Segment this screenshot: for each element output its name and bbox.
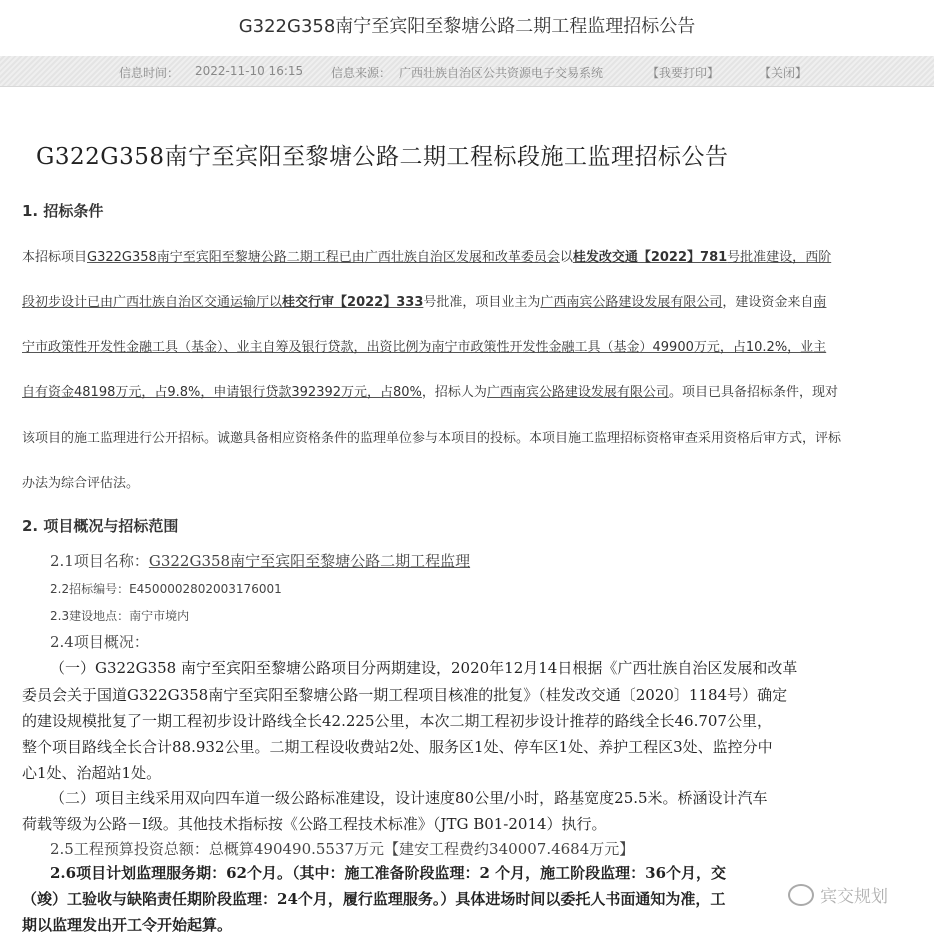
divider	[0, 86, 934, 87]
print-link[interactable]: 【我要打印】	[647, 66, 720, 80]
watermark: 宾交规划	[788, 882, 888, 907]
info-time-value: 2022-11-10 16:15	[195, 64, 304, 78]
item-2-1: 2.1项目名称：G322G358南宁至宾阳至黎塘公路二期工程监理	[50, 552, 471, 570]
item-2-6-line-1: 2.6项目计划监理服务期：62个月。（其中：施工准备阶段监理：2 个月，施工阶段监理：36个月，交	[50, 864, 727, 882]
wechat-icon	[788, 884, 814, 906]
section1-line-4: 自有资金48198万元，占9.8%，申请银行贷款392392万元，占80%，招标人为广西南宾公路建设发展有限公司。项目已具备招标条件，现对	[22, 385, 838, 400]
overview-line-3: 的建设规模批复了一期工程初步设计路线全长42.225公里，本次二期工程初步设计推荐的路线全长46.707公里，	[22, 712, 772, 730]
overview-line-2: 委员会关于国道G322G358南宁至宾阳至黎塘公路一期工程项目核准的批复》（桂发改交通〔2020〕1184号）确定	[22, 686, 788, 704]
item-2-3: 2.3建设地点：南宁市境内	[50, 609, 190, 623]
section1-line-3: 宁市政策性开发性金融工具（基金）、业主自筹及银行贷款，出资比例为南宁市政策性开发性金融工具（基金）49900万元，占10.2%，业主	[22, 340, 827, 355]
item-2-2: 2.2招标编号：E4500002802003176001	[50, 582, 282, 596]
info-source-value: 广西壮族自治区公共资源电子交易系统	[399, 66, 604, 80]
section1-line-6: 办法为综合评估法。	[22, 476, 140, 491]
page-title: G322G358南宁至宾阳至黎塘公路二期工程监理招标公告	[238, 16, 696, 37]
item-2-6-line-3: 期以监理发出开工令开始起算。	[22, 916, 233, 934]
item-2-5: 2.5工程预算投资总额：总概算490490.5537万元【建安工程费约340007.4684万元】	[50, 840, 635, 858]
project-name-link[interactable]: G322G358南宁至宾阳至黎塘公路二期工程监理	[148, 552, 471, 570]
overview-line-4: 整个项目路线全长合计88.932公里。二期工程设收费站2处、服务区1处、停车区1处、养护工程区3处、监控分中	[22, 738, 773, 756]
item-2-6-line-2: （竣）工验收与缺陷责任期阶段监理：24个月，履行监理服务。）具体进场时间以委托人书面通知为准，工	[22, 890, 726, 908]
section1-line-1: 本招标项目G322G358南宁至宾阳至黎塘公路二期工程已由广西壮族自治区发展和改革委员会以桂发改交通【2022】781号批准建设，西阶	[22, 250, 832, 265]
overview-line-7: 荷载等级为公路－Ⅰ级。其他技术指标按《公路工程技术标准》（JTG B01-2014）执行。	[22, 815, 607, 833]
notice-heading: G322G358南宁至宾阳至黎塘公路二期工程标段施工监理招标公告	[36, 144, 729, 170]
overview-line-1: （一）G322G358 南宁至宾阳至黎塘公路项目分两期建设，2020年12月14日根据《广西壮族自治区发展和改革	[50, 659, 798, 677]
info-source-label: 信息来源：	[331, 66, 392, 80]
overview-line-5: 心1处、治超站1处。	[22, 764, 162, 782]
info-time-label: 信息时间：	[119, 66, 180, 80]
overview-line-6: （二）项目主线采用双向四车道一级公路标准建设，设计速度80公里/小时，路基宽度25.5米。桥涵设计汽车	[50, 789, 768, 807]
section1-line-2: 段初步设计已由广西壮族自治区交通运输厅以桂交行审【2022】333号批准，项目业主为广西南宾公路建设发展有限公司，建设资金来自南	[22, 295, 827, 310]
item-2-4: 2.4项目概况：	[50, 633, 149, 651]
section1-heading: 1. 招标条件	[22, 202, 104, 220]
section2-heading: 2. 项目概况与招标范围	[22, 517, 179, 535]
section1-line-5: 该项目的施工监理进行公开招标。诚邀具备相应资格条件的监理单位参与本项目的投标。本项目施工监理招标资格审查采用资格后审方式，评标	[22, 431, 842, 446]
close-link[interactable]: 【关闭】	[759, 66, 808, 80]
info-bar	[0, 56, 934, 86]
